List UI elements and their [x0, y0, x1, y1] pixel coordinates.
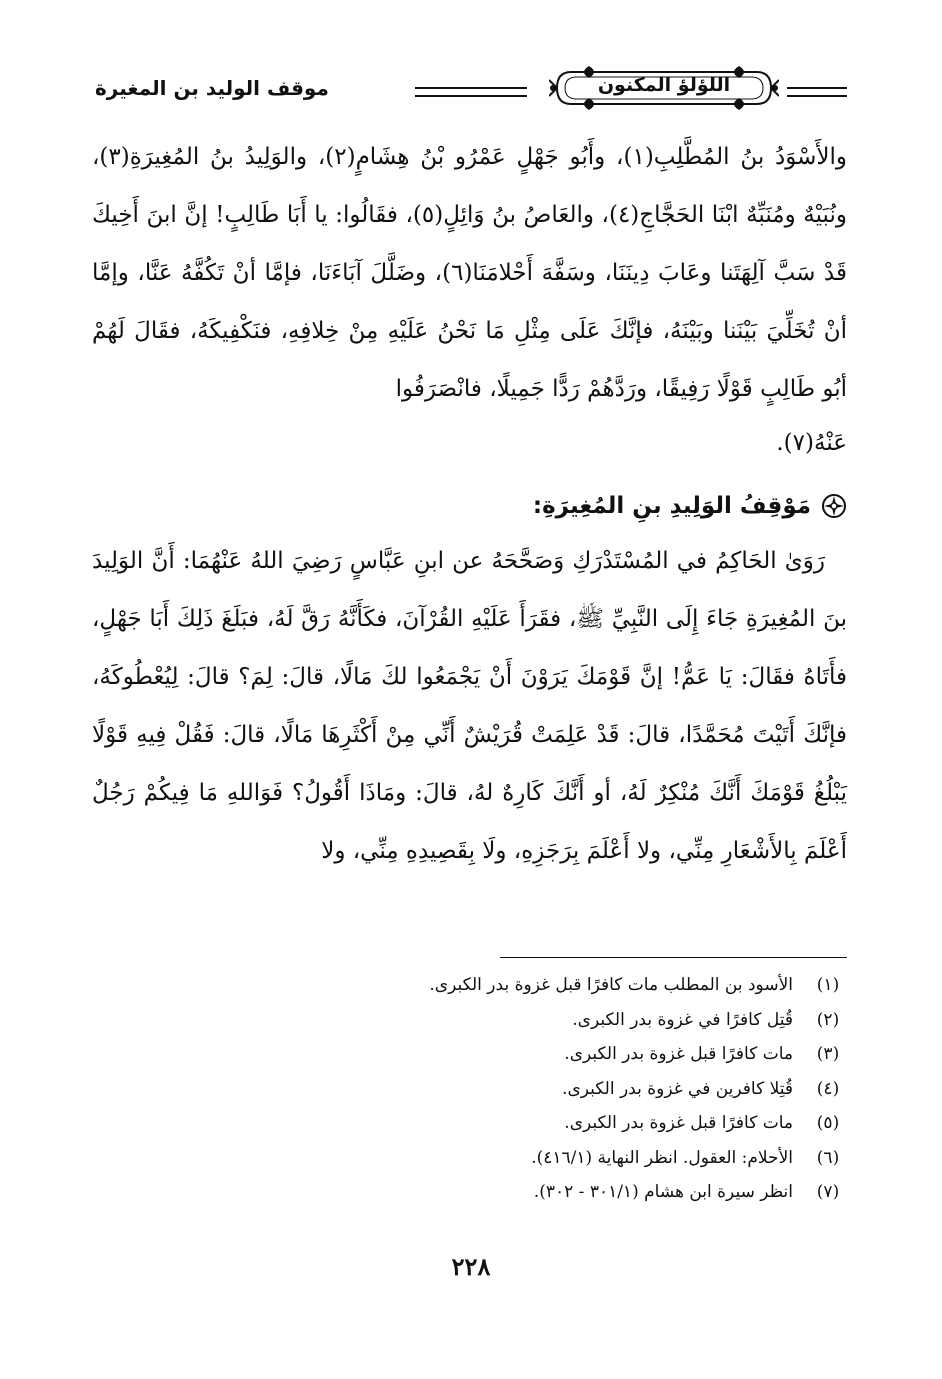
footnote-number: (٦)	[816, 1147, 840, 1168]
footnote-number: (٥)	[816, 1113, 840, 1133]
footnote-number: (٣)	[816, 1044, 840, 1064]
footnote-3	[200, 1037, 847, 1072]
page-number: ٢٢٨	[451, 1252, 491, 1281]
footnote-text: انظر سيرة ابن هشام (٣٠١/١ - ٣٠٢).	[533, 1182, 793, 1202]
footnote-2	[200, 1003, 847, 1038]
footnote-text: مات كافرًا قبل غزوة بدر الكبرى.	[564, 1113, 793, 1133]
chapter-title: موقف الوليد بن المغيرة	[95, 76, 329, 100]
footnote-separator	[500, 957, 847, 958]
section-heading-text: مَوْقِفُ الوَلِيدِ بنِ المُغِيرَةِ:	[532, 493, 811, 519]
main-text	[92, 128, 847, 880]
header-rule-right	[787, 87, 847, 97]
footnote-5	[200, 1106, 847, 1141]
footnote-4	[200, 1072, 847, 1107]
footnote-7	[200, 1175, 847, 1210]
flower-ornament-icon	[821, 493, 847, 519]
book-title: اللؤلؤ المكنون	[597, 74, 731, 96]
paragraph-1: والأَسْوَدُ بنُ المُطَّلِبِ(١)، وأَبُو جَهْلٍ عَمْرُو بْنُ هِشَامٍ(٢)، والوَلِيدُ بنُ المُغِيرَةِ(٣)، ونُبَيْهٌ ومُنَبِّهٌ ابْنَا الحَجَّاجِ(٤)، والعَاصُ بنُ وَائِلٍ(٥)، فقَالُوا: يا أَبَا طَالِبٍ! إنَّ ابنَ أَخِيكَ قَدْ سَبَّ آلِهَتَنا وعَابَ دِينَنَا، وسَفَّهَ أَحْلامَنَا(٦)، وضَلَّلَ آبَاءَنَا، فإمَّا أنْ تَكُفَّهُ عَنَّا، وإمَّا أنْ تُخَلِّيَ بَيْنَنا وبَيْنَهُ، فإنَّكَ عَلَى مِثْلِ مَا نَحْنُ عَلَيْهِ مِنْ خِلافِهِ، فنَكْفِيكَهُ، فقَالَ لَهُمْ أبُو طَالِبٍ قَوْلًا رَفِيقًا، ورَدَّهُمْ رَدًّا جَمِيلًا، فانْصَرَفُوا	[92, 144, 848, 402]
footnote-number: (٧)	[816, 1182, 840, 1202]
footnote-text: الأحلام: العقول. انظر النهاية (٤١٦/١).	[531, 1147, 793, 1168]
paragraph-2: رَوَىٰ الحَاكِمُ في المُسْتَدْرَكِ وَصَحَّحَهُ عن ابنِ عَبَّاسٍ رَضِيَ اللهُ عَنْهُمَا: أَنَّ الوَلِيدَ بنَ المُغِيرَةِ جَاءَ إِلَى النَّبِيِّ ﷺ، فقَرَأَ عَلَيْهِ القُرْآنَ، فكَأَنَّهُ رَقَّ لَهُ، فبَلَغَ ذَلِكَ أَبَا جَهْلٍ، فأَتَاهُ فقَالَ: يَا عَمُّ! إنَّ قَوْمَكَ يَرَوْنَ أَنْ يَجْمَعُوا لكَ مَالًا، قالَ: لِمَ؟ قالَ: لِيُعْطُوكَهُ، فإنَّكَ أَتَيْتَ مُحَمَّدًا، قالَ: قَدْ عَلِمَتْ قُرَيْشٌ أَنِّي مِنْ أَكْثَرِهَا مَالًا، قالَ: فَقُلْ فِيهِ قَوْلًا يَبْلُغُ قَوْمَكَ أَنَّكَ مُنْكِرٌ لَهُ، أو أَنَّكَ كَارِهٌ لهُ، قالَ: ومَاذَا أَقُولُ؟ فَوَاللهِ مَا فِيكُمْ رَجُلٌ أَعْلَمَ بِالأَشْعَارِ مِنِّي، ولا أَعْلَمَ بِرَجَزِهِ، ولَا بِقَصِيدِهِ مِنِّي، ولا	[92, 548, 847, 864]
footnotes-list	[200, 968, 847, 1210]
footnote-6	[200, 1141, 847, 1176]
header-title-emblem	[549, 62, 779, 114]
footnote-text: قُتِل كافرًا في غزوة بدر الكبرى.	[572, 1009, 793, 1030]
footnote-number: (١)	[816, 975, 840, 995]
footnote-number: (٤)	[816, 1078, 840, 1099]
header-rule-middle	[415, 87, 527, 97]
footnote-text: مات كافرًا قبل غزوة بدر الكبرى.	[564, 1044, 793, 1064]
footnote-1	[200, 968, 847, 1003]
running-header	[95, 62, 847, 114]
footnote-text: قُتِلا كافرين في غزوة بدر الكبرى.	[562, 1078, 793, 1099]
footnote-text: الأسود بن المطلب مات كافرًا قبل غزوة بدر الكبرى.	[429, 975, 793, 995]
paragraph-1-tail: عَنْهُ(٧).	[776, 430, 847, 456]
section-heading	[92, 486, 847, 526]
footnote-number: (٢)	[816, 1009, 840, 1030]
